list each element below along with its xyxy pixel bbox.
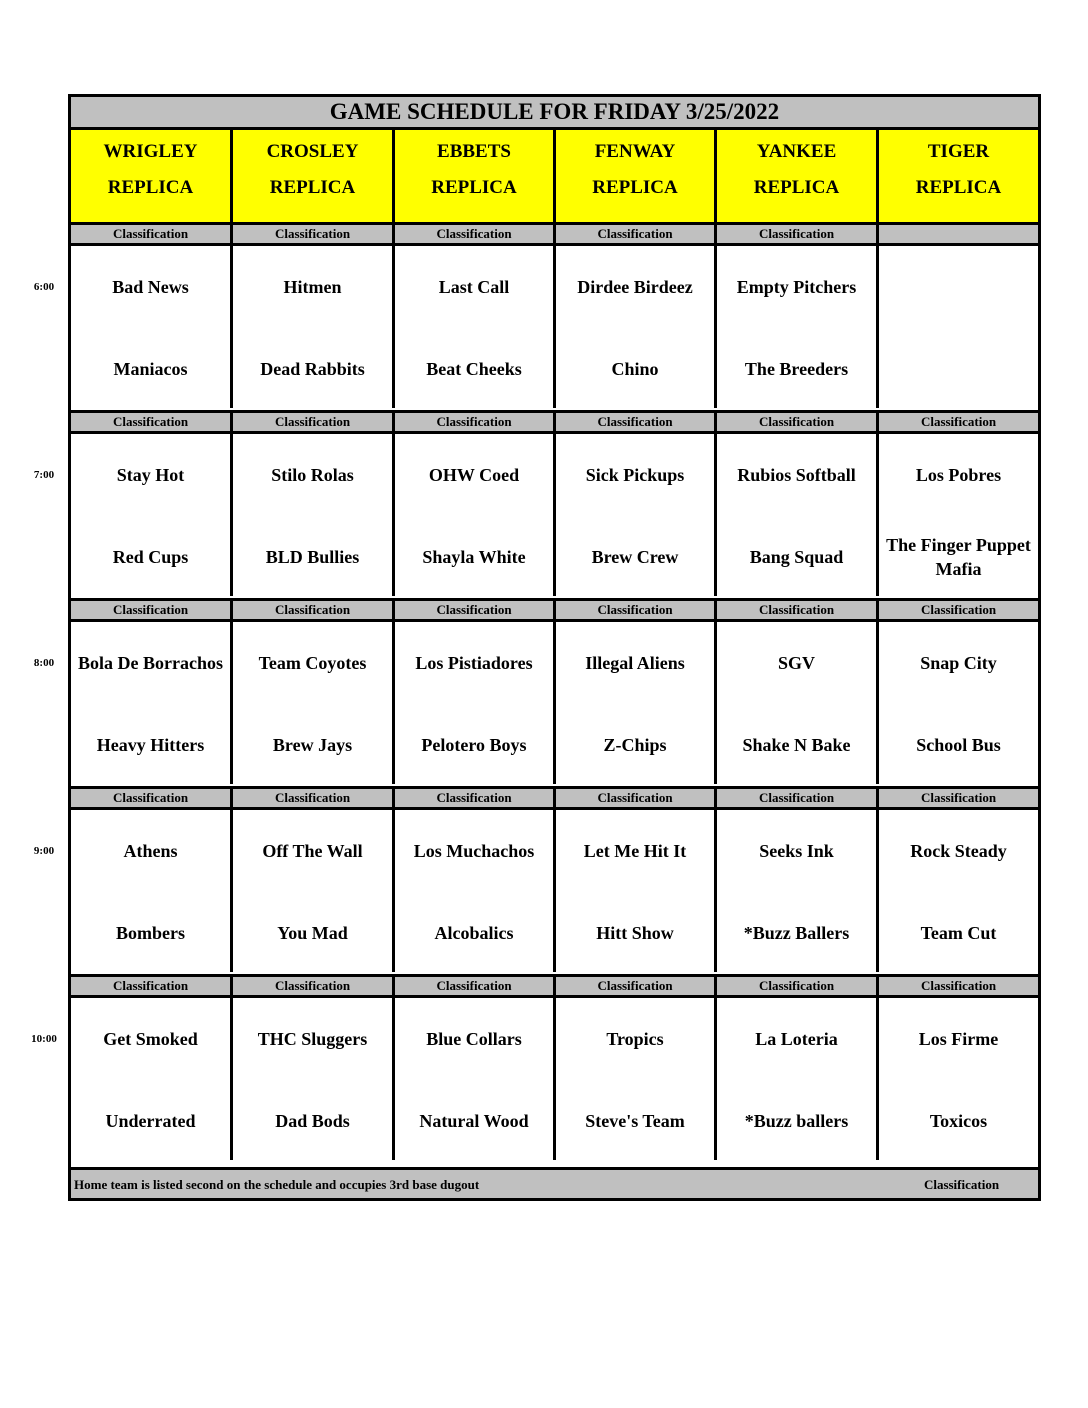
away-team: THC Sluggers [257,1029,368,1049]
home-team: Heavy Hitters [96,735,205,755]
game-cell [395,622,556,784]
footer-note: Home team is listed second on the schedule and occupies 3rd base dugout [74,1177,480,1192]
classification-label: Classification [717,225,879,243]
classification-label: Classification [71,789,233,807]
field-name: WRIGLEY [103,141,198,162]
classification-label: Classification [71,601,233,619]
classification-label: Classification [556,977,717,995]
game-cell [879,246,1038,408]
away-team: Stilo Rolas [271,465,354,485]
game-cell [879,810,1038,972]
game-cell [556,998,717,1160]
away-team: Hitmen [283,277,342,297]
game-cell [395,246,556,408]
field-sub: REPLICA [592,177,678,198]
game-cell [717,434,879,596]
classification-label: Classification [395,789,556,807]
away-team: Team Coyotes [258,653,367,673]
field-name: FENWAY [594,141,676,162]
classification-label: Classification [879,413,1038,431]
classification-label: Classification [556,601,717,619]
field-header-fenway [556,130,717,222]
classification-label: Classification [233,225,395,243]
classification-label: Classification [395,601,556,619]
away-team: Seeks Ink [759,841,834,861]
home-team: The Finger Puppet Mafia [886,535,1031,579]
away-team: Bola De Borrachos [78,653,223,673]
game-cell [71,998,233,1160]
field-name: YANKEE [756,141,837,162]
away-team: Los Pistiadores [415,653,533,673]
game-cell [717,246,879,408]
game-cell [556,810,717,972]
home-team: School Bus [916,735,1001,755]
away-team: Blue Collars [426,1029,522,1049]
footer-bar [71,1167,1038,1198]
game-cell [395,810,556,972]
home-team: Chino [611,359,659,379]
classification-label: Classification [233,413,395,431]
home-team: Brew Jays [272,735,353,755]
game-cell [879,622,1038,784]
classification-label: Classification [717,601,879,619]
game-cell [556,622,717,784]
schedule-title: GAME SCHEDULE FOR FRIDAY 3/25/2022 [71,97,1038,130]
classification-label: Classification [233,977,395,995]
home-team: Dead Rabbits [260,359,365,379]
field-header-wrigley [71,130,233,222]
away-team: Last Call [438,277,510,297]
field-name: TIGER [927,141,990,162]
home-team: Team Cut [920,923,997,943]
home-team: Shayla White [422,547,526,567]
field-header-tiger [879,130,1038,222]
game-cell [233,246,395,408]
classification-label: Classification [556,225,717,243]
away-team: La Loteria [755,1029,838,1049]
home-team: Maniacos [113,359,188,379]
classification-row [71,222,1038,246]
game-cell [717,810,879,972]
classification-label: Classification [233,601,395,619]
home-team: Beat Cheeks [426,359,522,379]
game-cell [233,622,395,784]
home-team: Brew Crew [591,547,679,567]
classification-label: Classification [556,413,717,431]
away-team [881,262,1036,312]
classification-label: Classification [71,413,233,431]
classification-label: Classification [71,977,233,995]
game-cell [879,434,1038,596]
home-team: Bang Squad [749,547,844,567]
home-team: Toxicos [929,1111,988,1131]
away-team: Let Me Hit It [583,841,687,861]
classification-label: Classification [879,789,1038,807]
game-cell [717,998,879,1160]
home-team: The Breeders [744,359,849,379]
game-cell [71,810,233,972]
field-name: EBBETS [437,141,511,162]
classification-label: Classification [233,789,395,807]
home-team: Bombers [116,923,185,943]
time-label: 10:00 [31,1033,57,1045]
away-team: Tropics [606,1029,664,1049]
home-team: Dad Bods [275,1111,350,1131]
away-team: Los Pobres [915,465,1002,485]
away-team: Bad News [112,277,189,297]
home-team: You Mad [277,923,348,943]
field-header-crosley [233,130,395,222]
away-team: Rubios Softball [737,465,856,485]
classification-label: Classification [879,601,1038,619]
field-header-ebbets [395,130,556,222]
home-team: *Buzz ballers [744,1111,849,1131]
game-cell [395,998,556,1160]
away-team: Snap City [920,653,997,673]
time-label: 9:00 [33,845,55,857]
game-cell [717,622,879,784]
home-team: Shake N Bake [742,735,851,755]
away-team: SGV [777,653,815,673]
classification-label [879,225,1038,243]
home-team: Red Cups [112,547,189,567]
away-team: OHW Coed [428,465,520,485]
away-team: Dirdee Birdeez [577,277,693,297]
footer-classification: Classification [923,1177,1000,1192]
field-sub: REPLICA [431,177,517,198]
classification-label: Classification [556,789,717,807]
away-team: Empty Pitchers [736,277,857,297]
away-team: Get Smoked [103,1029,198,1049]
field-sub: REPLICA [269,177,356,198]
time-label: 6:00 [33,281,55,293]
away-team: Athens [123,841,178,861]
time-label: 8:00 [33,657,55,669]
home-team: Steve's Team [585,1111,685,1131]
classification-label: Classification [717,413,879,431]
game-cell [71,622,233,784]
game-cell [556,246,717,408]
home-team: Hitt Show [596,923,674,943]
classification-label: Classification [395,413,556,431]
home-team: Pelotero Boys [421,735,527,755]
time-label: 7:00 [33,469,55,481]
field-sub: REPLICA [753,177,840,198]
home-team: Alcobalics [434,923,514,943]
game-cell [71,246,233,408]
home-team: Natural Wood [419,1111,529,1131]
game-cell [233,810,395,972]
field-sub: REPLICA [915,177,1002,198]
home-team [881,344,1036,394]
game-cell [233,434,395,596]
away-team: Los Muchachos [413,841,535,861]
classification-row [71,598,1038,622]
classification-label: Classification [717,789,879,807]
home-team: Z-Chips [603,735,667,755]
classification-label: Classification [395,977,556,995]
game-cell [395,434,556,596]
game-cell [71,434,233,596]
field-name: CROSLEY [266,141,359,162]
classification-row [71,410,1038,434]
classification-row [71,786,1038,810]
classification-label: Classification [71,225,233,243]
away-team: Rock Steady [910,841,1007,861]
home-team: BLD Bullies [265,547,360,567]
game-cell [233,998,395,1160]
classification-label: Classification [717,977,879,995]
away-team: Los Firme [918,1029,999,1049]
game-cell [879,998,1038,1160]
game-cell [556,434,717,596]
away-team: Stay Hot [116,465,185,485]
schedule-sheet [68,94,1041,1201]
away-team: Off The Wall [262,841,363,861]
classification-label: Classification [395,225,556,243]
home-team: *Buzz Ballers [743,923,850,943]
away-team: Sick Pickups [585,465,685,485]
home-team: Underrated [105,1111,196,1131]
field-sub: REPLICA [107,177,194,198]
field-header-yankee [717,130,879,222]
away-team: Illegal Aliens [585,653,685,673]
classification-label: Classification [879,977,1038,995]
classification-row [71,974,1038,998]
